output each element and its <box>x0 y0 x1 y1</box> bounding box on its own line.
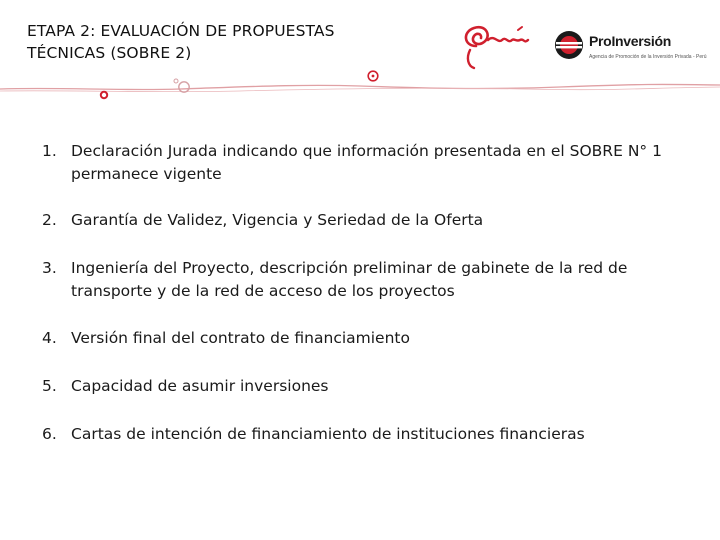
list-item <box>42 327 662 350</box>
proinversion-tagline: Agencia de Promoción de la Inversión Privada - Perú <box>589 54 707 60</box>
list-item <box>42 375 662 398</box>
requirements-list <box>42 140 662 446</box>
title-line-1: ETAPA 2: EVALUACIÓN DE PROPUESTAS <box>27 22 335 40</box>
list-item <box>42 209 662 232</box>
list-item <box>42 140 662 186</box>
page-title <box>27 20 335 64</box>
item-number: 1. <box>42 142 57 160</box>
item-number: 3. <box>42 259 57 277</box>
item-number: 5. <box>42 377 57 395</box>
item-text: Ingeniería del Proyecto, descripción preliminar de gabinete de la red de transporte y de la red de acceso de los proyectos <box>71 259 628 300</box>
proinversion-name: ProInversión <box>589 33 671 49</box>
item-text: Garantía de Validez, Vigencia y Seriedad de la Oferta <box>71 211 484 229</box>
item-text: Cartas de intención de financiamiento de instituciones financieras <box>71 425 585 443</box>
proinversion-emblem-icon <box>553 29 585 61</box>
decorative-red-line <box>0 60 720 110</box>
item-text: Versión final del contrato de financiamiento <box>71 329 410 347</box>
item-text: Capacidad de asumir inversiones <box>71 377 329 395</box>
item-text: Declaración Jurada indicando que información presentada en el SOBRE N° 1 permanece vigente <box>71 142 662 183</box>
item-number: 6. <box>42 425 57 443</box>
item-number: 4. <box>42 329 57 347</box>
item-number: 2. <box>42 211 57 229</box>
list-item <box>42 257 662 303</box>
list-item <box>42 423 662 446</box>
title-line-2: TÉCNICAS (SOBRE 2) <box>27 44 192 62</box>
